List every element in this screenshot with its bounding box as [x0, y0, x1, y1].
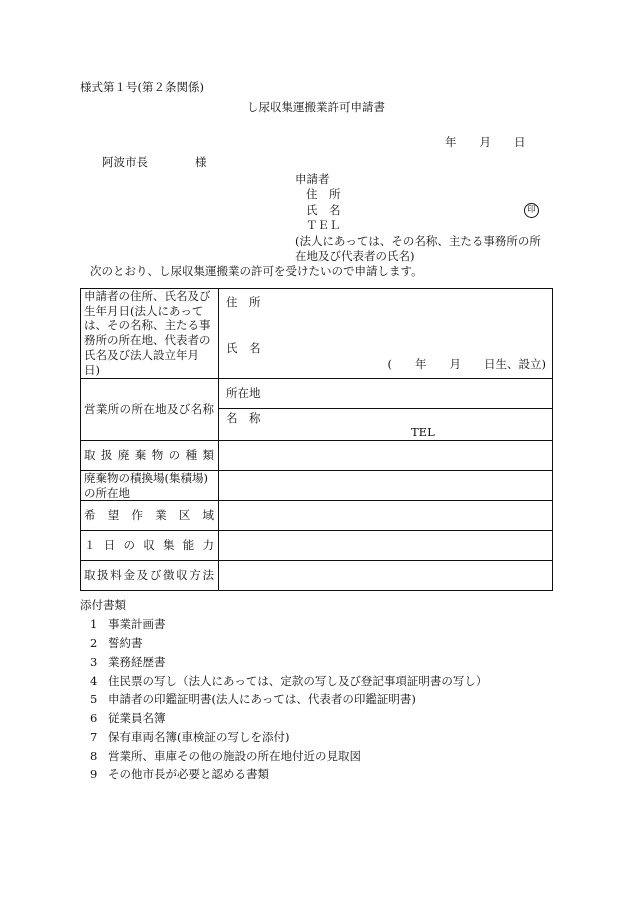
applicant-name-label: 氏 名: [306, 203, 341, 217]
transfer-site-label-line: 廃棄物の積換場(集積場): [84, 471, 208, 485]
daily-capacity-field-cell: [219, 531, 553, 561]
applicant-corporate-note-line-2: 在地及び代表者の氏名): [295, 249, 415, 263]
attachment-item: 住民票の写し（法人にあっては、定款の写し及び登記事項証明書の写し）: [108, 674, 488, 688]
applicant-info-label-line: 務所の所在地、代表者の: [84, 333, 211, 348]
fees-label: 取扱料金及び徴収方法: [84, 568, 214, 582]
attachment-item: 誓約書: [108, 636, 143, 650]
applicant-info-label-cell: [81, 289, 219, 379]
attachment-item: 事業計画書: [108, 617, 166, 631]
applicant-address-label: 住 所: [306, 187, 341, 201]
daily-capacity-label: １日の収集能力: [84, 538, 214, 552]
applicant-info-field-cell: [219, 289, 553, 379]
attachment-item: 営業所、車庫その他の施設の所在地付近の見取図: [108, 749, 361, 763]
row-fees: [81, 561, 553, 591]
attachment-number: 3: [90, 655, 98, 669]
attachment-number: 9: [90, 767, 98, 781]
waste-types-label: 取扱廃棄物の種類: [84, 448, 214, 462]
applicant-info-label-line: 日): [84, 362, 100, 377]
attachment-number: 1: [90, 617, 98, 631]
attachment-number: 4: [90, 674, 98, 688]
attachment-item: 保有車両名簿(車検証の写しを添付): [108, 730, 290, 744]
attachment-item: 申請者の印鑑証明書(法人にあっては、代表者の印鑑証明書): [108, 692, 416, 706]
office-location-label: 所在地: [226, 386, 261, 400]
office-tel-label: TEL: [411, 425, 435, 439]
seal-mark: 印: [524, 203, 539, 218]
attachment-item: 従業員名簿: [108, 711, 166, 725]
transfer-site-field-cell: [219, 471, 553, 501]
daily-capacity-label-cell: [81, 531, 219, 561]
table-address-label: 住 所: [226, 295, 261, 309]
row-applicant-info: [81, 289, 553, 379]
transfer-site-label-cell: [81, 471, 219, 501]
applicant-heading: 申請者: [295, 172, 330, 186]
office-location-cell: [219, 379, 553, 409]
applicant-info-label-line: 生年月日(法人にあって: [84, 303, 204, 318]
table-name-label: 氏 名: [226, 341, 261, 355]
addressee-honorific: 様: [195, 155, 207, 169]
row-waste-types: [81, 441, 553, 471]
attachment-item: 業務経歴書: [108, 655, 166, 669]
intro-text: 次のとおり、し尿収集運搬業の許可を受けたいので申請します。: [90, 264, 423, 278]
form-title: し尿収集運搬業許可申請書: [247, 100, 385, 114]
service-area-label-cell: [81, 501, 219, 531]
attachment-number: 5: [90, 692, 98, 706]
transfer-site-label-line: の所在地: [84, 485, 130, 500]
row-service-area: [81, 501, 553, 531]
attachment-number: 7: [90, 730, 98, 744]
attachment-item: その他市長が必要と認める書類: [108, 767, 269, 781]
attachment-number: 8: [90, 749, 98, 763]
service-area-field-cell: [219, 501, 553, 531]
row-office-location: [81, 379, 553, 409]
service-area-label: 希望作業区域: [84, 508, 214, 522]
attachments-heading: 添付書類: [80, 598, 126, 612]
applicant-info-label-line: 申請者の住所、氏名及び: [84, 289, 211, 303]
fees-field-cell: [219, 561, 553, 591]
date-line: 年 月 日: [445, 135, 526, 149]
form-number: 様式第１号(第２条関係): [80, 80, 204, 94]
applicant-info-label-line: は、その名称、主たる事: [84, 318, 211, 333]
office-label: 営業所の所在地及び名称: [84, 402, 214, 416]
row-daily-capacity: [81, 531, 553, 561]
waste-types-label-cell: [81, 441, 219, 471]
applicant-tel-label: ＴＥＬ: [306, 218, 341, 232]
birth-date-note: ( 年 月 日生、設立): [387, 357, 546, 371]
application-table: [80, 288, 553, 591]
addressee-name: 阿波市長: [102, 155, 148, 169]
attachment-number: 2: [90, 636, 98, 650]
office-name-cell: [219, 409, 553, 441]
attachment-number: 6: [90, 711, 98, 725]
office-name-label: 名 称: [226, 411, 261, 425]
waste-types-field-cell: [219, 441, 553, 471]
applicant-corporate-note-line-1: (法人にあっては、その名称、主たる事務所の所: [295, 234, 541, 248]
office-label-cell: [81, 379, 219, 441]
applicant-info-label-line: 氏名及び法人設立年月: [84, 347, 199, 362]
fees-label-cell: [81, 561, 219, 591]
row-transfer-site: [81, 471, 553, 501]
